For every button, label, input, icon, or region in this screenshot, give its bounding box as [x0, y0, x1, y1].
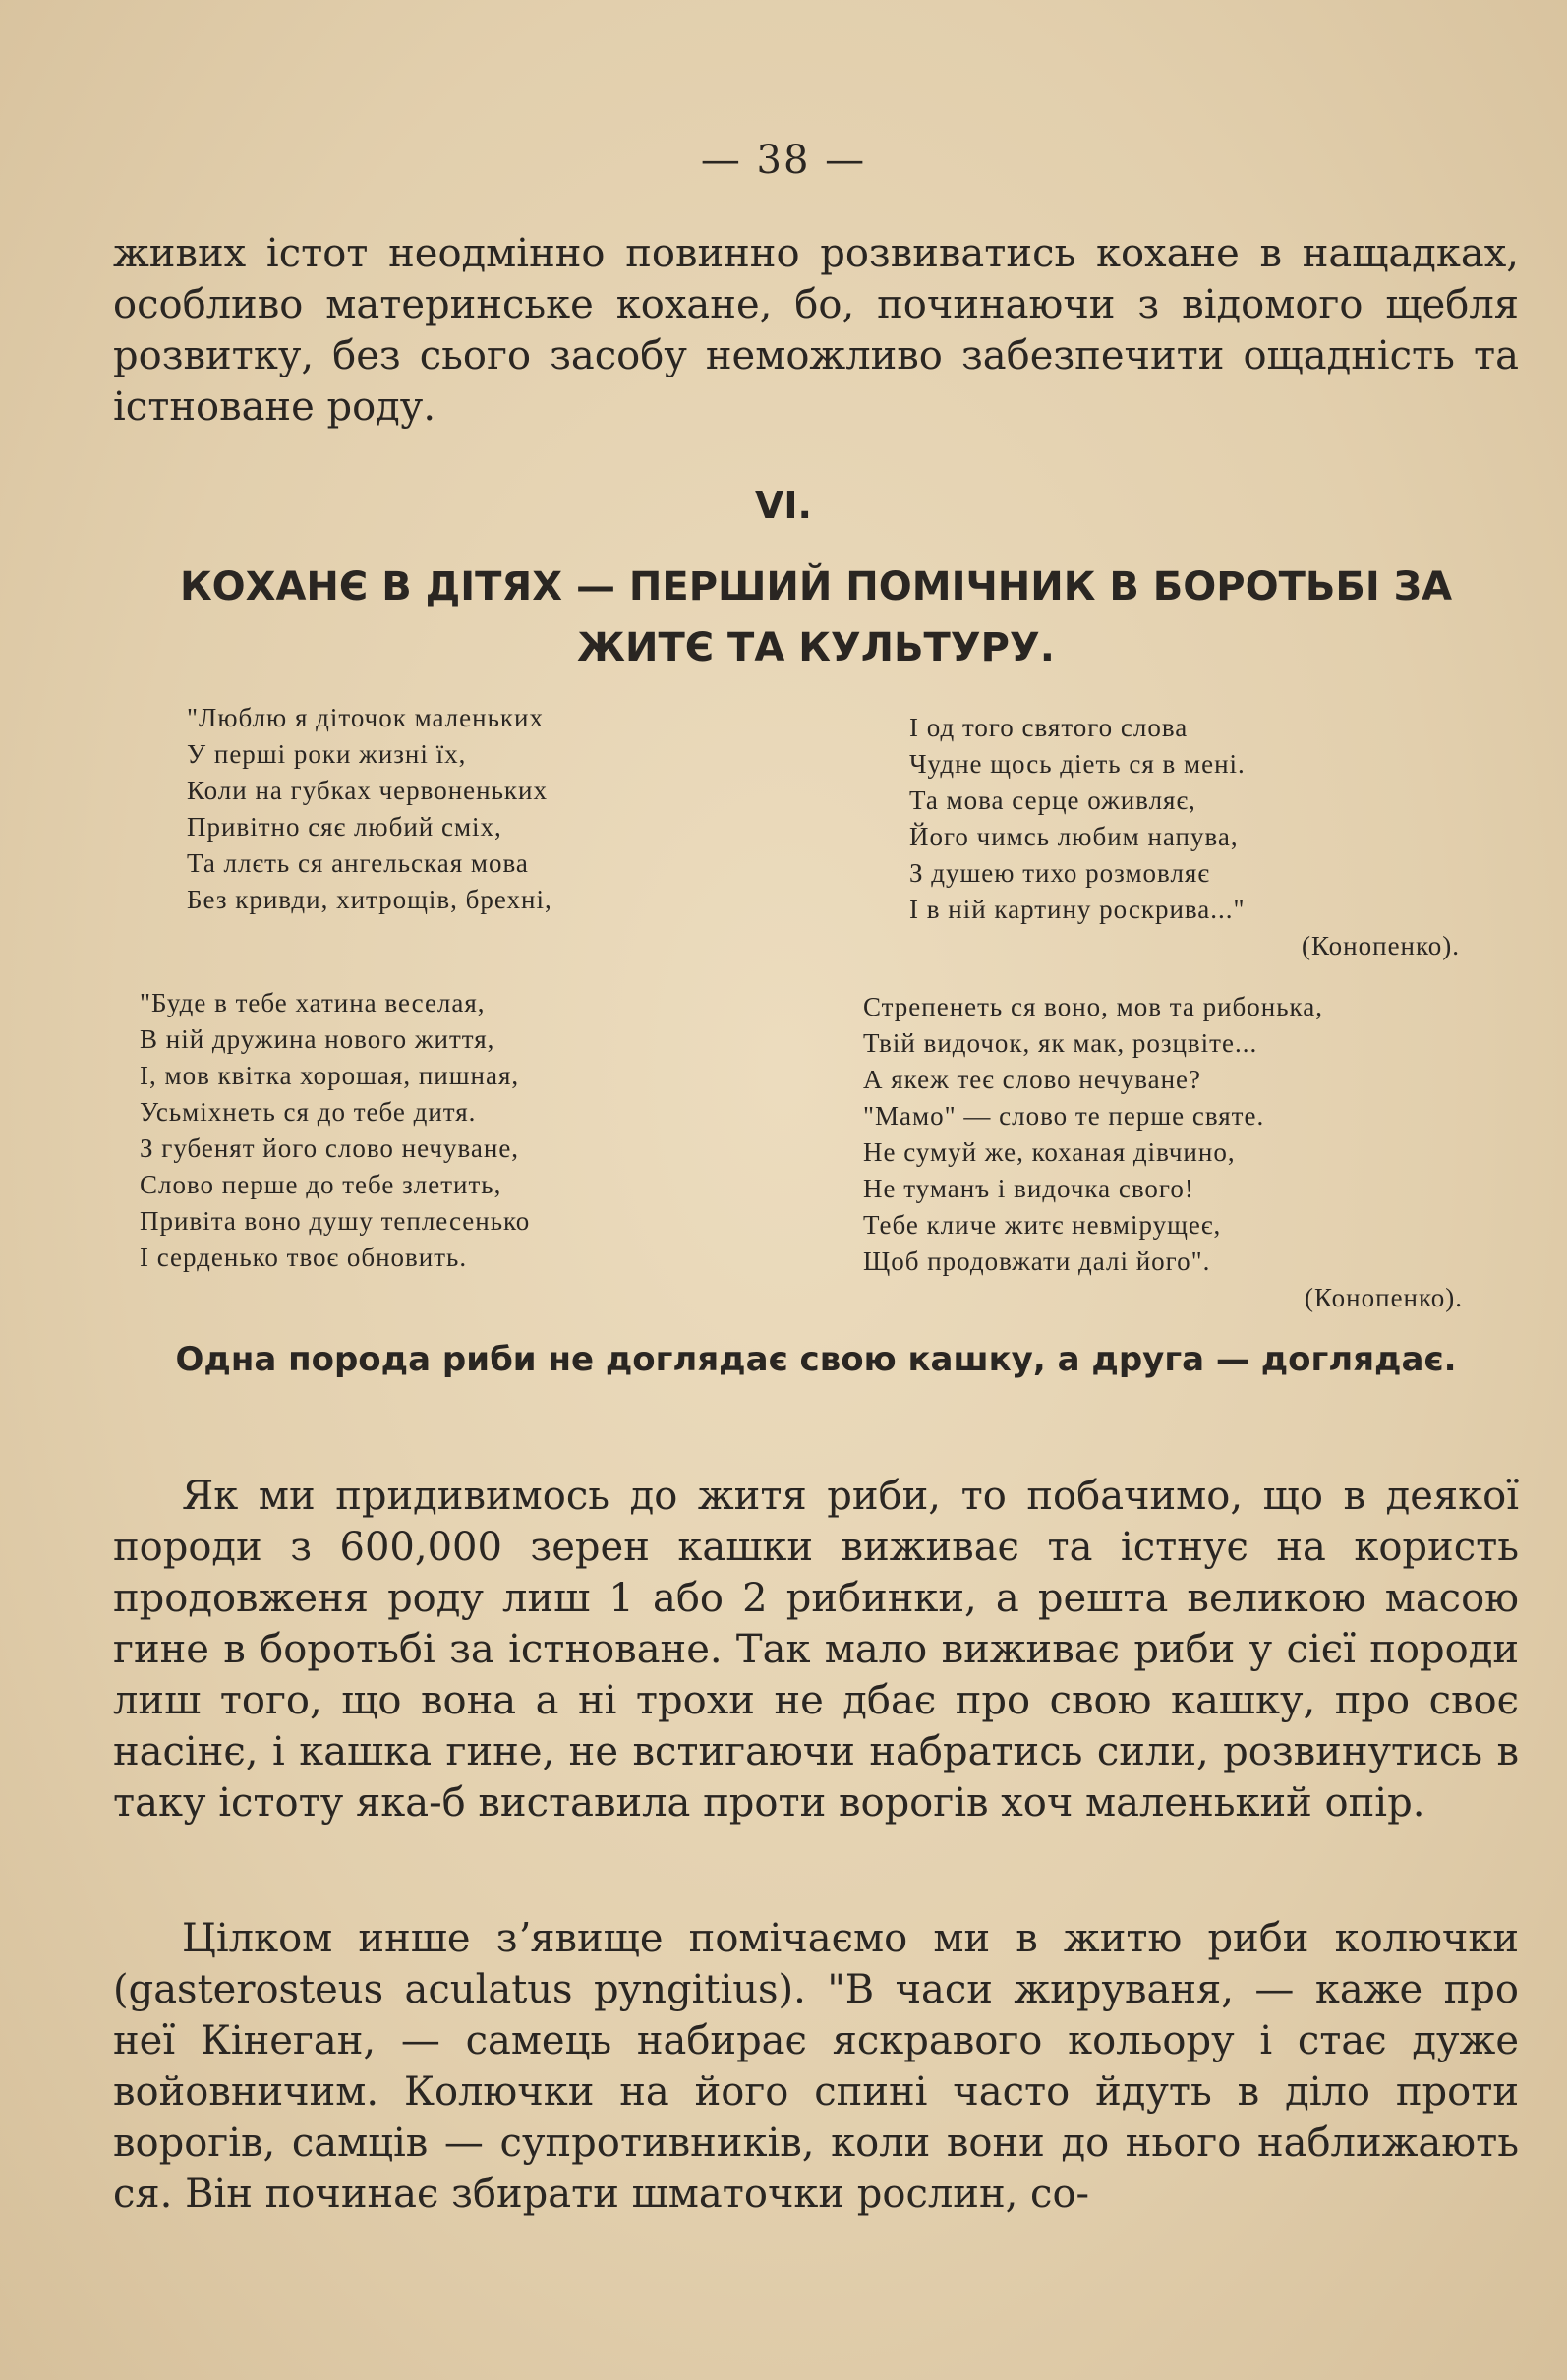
verse-line: Стрепенеть ся воно, мов та рибонька,: [863, 992, 1323, 1021]
verse-line: У перші роки жизні їх,: [187, 739, 467, 769]
intro-paragraph: живих істот неодмінно повинно розвиватись кохане в нащадках, особливо материнське кохане, бо, починаючи з відомого щебля розвитку, без сього засобу неможливо забезпечити ощадність та істноване роду.: [113, 231, 1519, 430]
verse-line: Чудне щось діеть ся в мені.: [909, 749, 1246, 779]
verse-line: "Люблю я діточок маленьких: [187, 703, 544, 732]
verse-1-right: [909, 710, 1460, 964]
verse-line: "Буде в тебе хатина веселая,: [140, 988, 486, 1017]
verse-line: Привіта воно душу теплесенько: [140, 1206, 531, 1236]
verse-line: Твій видочок, як мак, розцвіте...: [863, 1028, 1258, 1058]
verse-line: Без кривди, хитрощів, брехні,: [187, 885, 552, 914]
verse-line: Його чимсь любим напува,: [909, 822, 1239, 851]
section-title: КОХАНЄ В ДІТЯХ — ПЕРШИЙ ПОМІЧНИК В БОРОТЬБІ ЗА ЖИТЄ ТА КУЛЬТУРУ.: [179, 564, 1453, 670]
verse-line: Тебе кличе житє невмірущеє,: [863, 1210, 1222, 1240]
verse-line: Та ллєть ся ангельская мова: [187, 848, 529, 878]
verse-line: І серденько твоє обновить.: [140, 1243, 468, 1272]
verse-line: "Мамо" — слово те перше святе.: [863, 1101, 1265, 1131]
verse-line: І од того святого слова: [909, 713, 1189, 742]
verse-line: А якеж теє слово нечуване?: [863, 1065, 1202, 1094]
verse-line: Привітно сяє любий сміх,: [187, 812, 502, 842]
verse-line: З душею тихо розмовляє: [909, 858, 1210, 888]
verse-2-left: [140, 985, 530, 1276]
verse-line: І в ній картину роскрива...": [909, 895, 1246, 924]
verse-line: Щоб продовжати далі його".: [863, 1247, 1211, 1276]
verse-line: І, мов квітка хорошая, пишная,: [140, 1061, 520, 1090]
verse-line: В ній дружина нового життя,: [140, 1024, 495, 1054]
verse-line: Та мова серце оживляє,: [909, 785, 1196, 815]
verse-line: З губенят його слово нечуване,: [140, 1133, 520, 1163]
subheading: Одна порода риби не доглядає свою кашку, а друга — доглядає.: [175, 1340, 1457, 1379]
page-number: — 38 —: [700, 138, 867, 183]
verse-line: Слово перше до тебе злетить,: [140, 1170, 502, 1199]
body-paragraph: Як ми придивимось до житя риби, то побачимо, що в деякої породи з 600,000 зерен кашки виживає та істнує на користь продовженя роду лиш 1 або 2 рибинки, а решта великою масою гине в боротьбі за істноване. Так мало виживає риби у сієї породи лиш того, що вона а ні трохи не дбає про свою кашку, про своє насінє, і кашка гине, не встигаючи набратись сили, розвинутись в таку істоту яка-б виставила проти ворогів хоч маленький опір.: [113, 1474, 1519, 1826]
verse-1-left: [187, 700, 552, 918]
verse-attribution: (Конопенко).: [1305, 1283, 1463, 1312]
section-number: VI.: [755, 484, 812, 527]
body-paragraph: Цілком инше зʼявище помічаємо ми в житю риби колючки (gasterosteus aculatus pyngitius). "В часи жируваня, — каже про неї Кінеган, — самець набирає яскравого кольору і стає дуже войовничим. Колючки на його спині часто йдуть в діло проти ворогів, самців — супротивників, коли вони до нього наближають ся. Він починає збирати шматочки рослин, со-: [113, 1916, 1519, 2217]
verse-line: Усьміхнеть ся до тебе дитя.: [140, 1097, 477, 1127]
verse-attribution: (Конопенко).: [1302, 931, 1460, 960]
verse-line: Не сумуй же, коханая дівчино,: [863, 1137, 1236, 1167]
verse-2-right: [863, 989, 1463, 1316]
verse-line: Не туманъ і видочка свого!: [863, 1174, 1194, 1203]
verse-line: Коли на губках червоненьких: [187, 776, 548, 805]
